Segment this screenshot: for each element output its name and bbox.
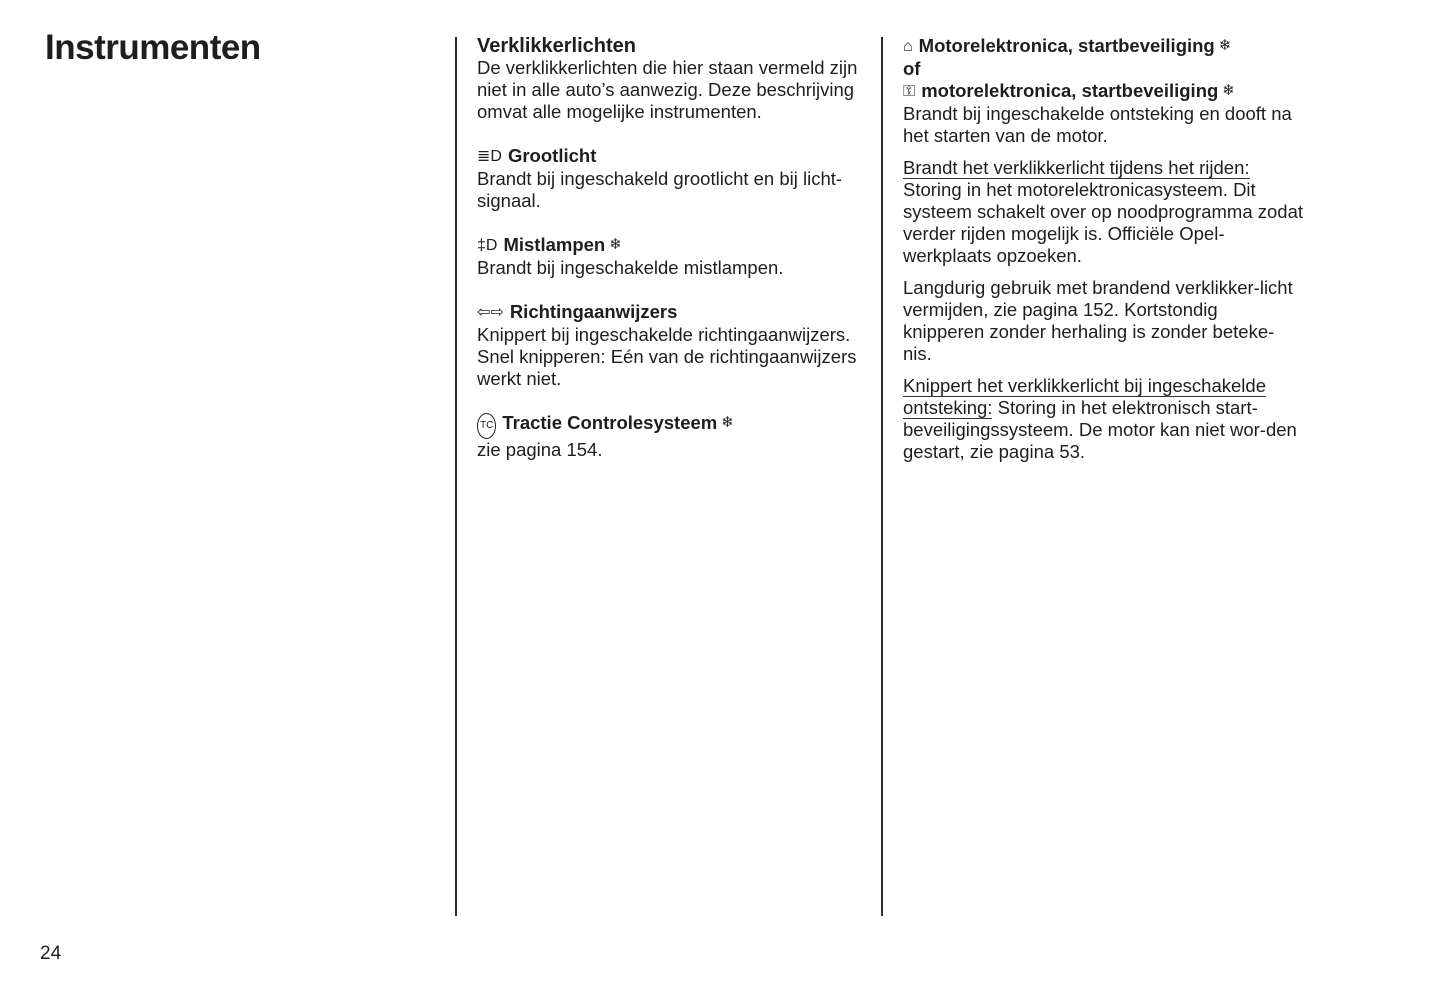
engine-paragraph-1: Brandt bij ingeschakelde ontsteking en dooft na het starten van de motor. <box>903 103 1292 146</box>
underlined-condition: Brandt het verklikkerlicht tijdens het rijden: <box>903 157 1250 178</box>
option-star-icon: ❄ <box>721 414 734 431</box>
paragraph-rest: Storing in het elektronisch start-beveiligingssysteem. De motor kan niet wor-den gestart, zie pagina 53. <box>903 397 1297 462</box>
item-title: Tractie Controlesysteem <box>502 412 718 433</box>
item-title: Richtingaanwijzers <box>509 301 678 322</box>
column-divider-right <box>881 37 883 916</box>
paragraph-rest: Storing in het motorelektronicasysteem. Dit systeem schakelt over op noodprogramma zodat verder rijden mogelijk is. Officiële Opel-werkplaats opzoeken. <box>903 179 1304 266</box>
item-text: zie pagina 154. <box>477 439 603 460</box>
column-divider-left <box>455 37 457 916</box>
engine-heading-1: Motorelektronica, startbeveiliging <box>918 35 1215 56</box>
item-turn-signals <box>477 301 872 390</box>
item-fog-lamps <box>477 234 872 279</box>
column-engine-electronics <box>903 35 1303 473</box>
column-warning-lights <box>477 35 872 483</box>
intro-text: De verklikkerlichten die hier staan vermeld zijn niet in alle auto’s aanwezig. Deze beschrijving omvat alle mogelijke instrumenten. <box>477 57 858 122</box>
underlined-condition: Knippert het verklikkerlicht bij ingeschakelde ontsteking: <box>903 375 1266 418</box>
item-traction-control <box>477 412 872 461</box>
item-title: Grootlicht <box>507 145 597 166</box>
engine-heading-2: motorelektronica, startbeveiliging <box>921 80 1219 101</box>
option-star-icon: ❄ <box>1222 82 1235 99</box>
section-heading: Verklikkerlichten <box>477 35 636 57</box>
high-beam-icon: ≣D <box>477 148 502 165</box>
engine-paragraph-4 <box>903 375 1303 463</box>
intro-section <box>477 35 872 123</box>
fog-lamp-icon: ‡D <box>477 237 498 254</box>
page-number: 24 <box>40 943 62 964</box>
item-text: Brandt bij ingeschakelde mistlampen. <box>477 257 784 278</box>
turn-signal-icon: ⇦⇨ <box>477 304 504 321</box>
item-text: Knippert bij ingeschakelde richtingaanwijzers. Snel knipperen: Eén van de richtingaanwijzers werkt niet. <box>477 324 857 389</box>
engine-key-icon: ⚿ <box>903 83 916 100</box>
traction-control-icon: TC <box>477 413 496 439</box>
page-title: Instrumenten <box>45 28 261 67</box>
item-high-beam <box>477 145 872 212</box>
or-word: of <box>903 58 921 79</box>
engine-paragraph-3: Langdurig gebruik met brandend verklikker-licht vermijden, zie pagina 152. Kortstondig knipperen zonder herhaling is zonder beteke-nis. <box>903 277 1293 364</box>
item-title: Mistlampen <box>503 234 606 255</box>
option-star-icon: ❄ <box>609 236 622 253</box>
engine-paragraph-2 <box>903 157 1303 267</box>
item-text: Brandt bij ingeschakeld grootlicht en bij licht-signaal. <box>477 168 843 211</box>
option-star-icon: ❄ <box>1218 37 1232 54</box>
engine-icon: ⌂ <box>903 38 913 55</box>
